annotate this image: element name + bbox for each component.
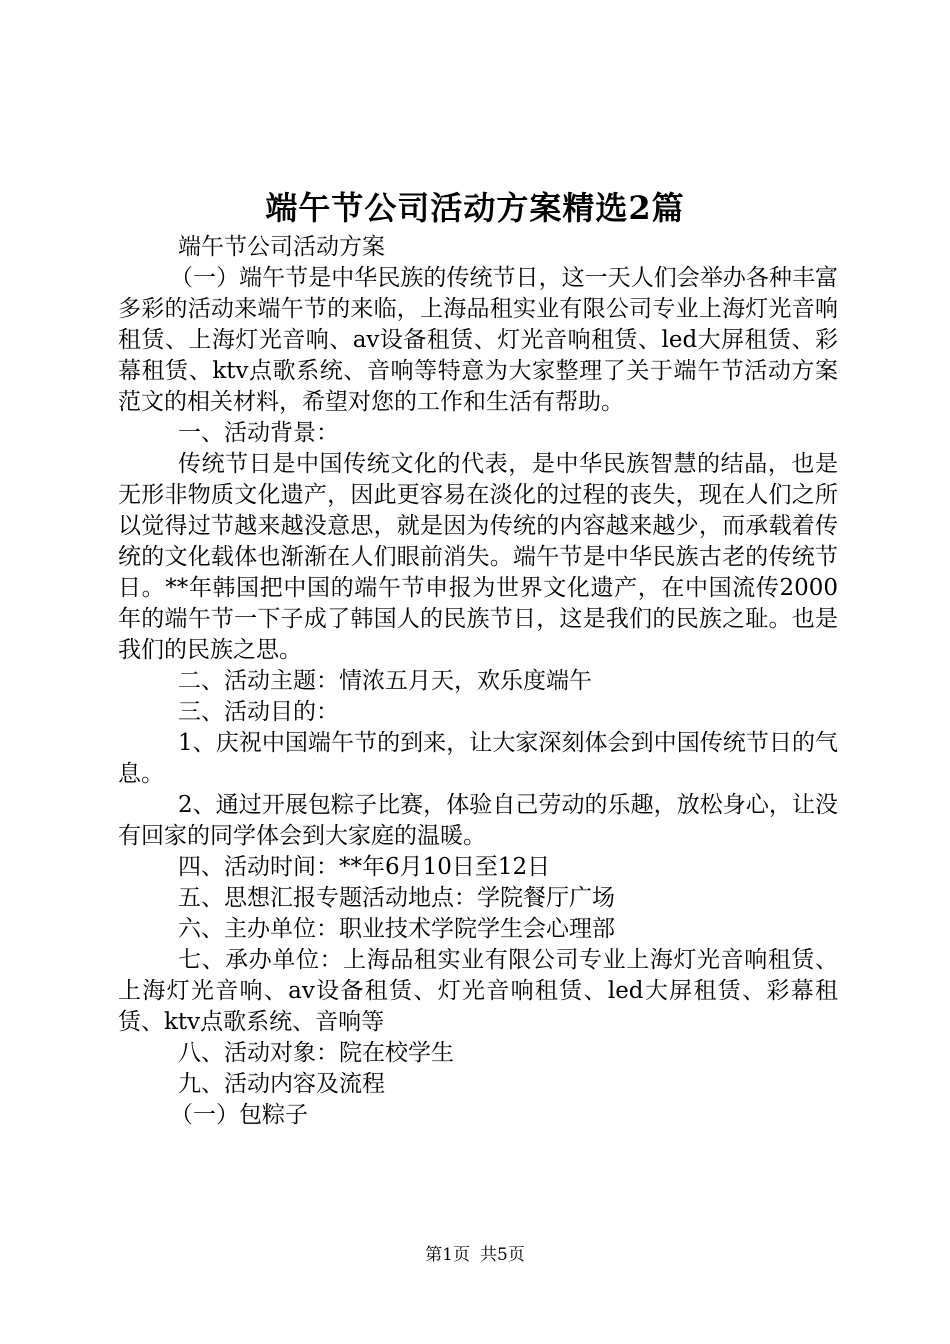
document-body — [118, 232, 838, 1131]
document-title: 端午节公司活动方案精选2篇 — [265, 189, 685, 227]
paragraph-organizer: 六、主办单位：职业技术学院学生会心理部 — [178, 916, 615, 942]
paragraph-subtitle: 端午节公司活动方案 — [178, 234, 385, 260]
paragraph-theme: 二、活动主题：情浓五月天，欢乐度端午 — [178, 668, 592, 694]
paragraph-zongzi: （一）包粽子 — [170, 1102, 308, 1128]
paragraph-purpose-1: 1、庆祝中国端午节的到来，让大家深刻体会到中国传统节日的气息。 — [118, 730, 838, 787]
paragraph-co-organizer: 七、承办单位：上海品租实业有限公司专业上海灯光音响租赁、上海灯光音响、av设备租赁、灯光音响租赁、led大屏租赁、彩幕租赁、ktv点歌系统、音响等 — [118, 947, 838, 1035]
paragraph-intro: （一）端午节是中华民族的传统节日，这一天人们会举办各种丰富多彩的活动来端午节的来临，上海品租实业有限公司专业上海灯光音响租赁、上海灯光音响、av设备租赁、灯光音响租赁、led大屏租赁、彩幕租赁、ktv点歌系统、音响等特意为大家整理了关于端午节活动方案范文的相关材料，希望对您的工作和生活有帮助。 — [118, 265, 838, 415]
paragraph-time: 四、活动时间：**年6月10日至12日 — [178, 854, 551, 880]
paragraph-heading-purpose: 三、活动目的： — [178, 699, 339, 725]
page-footer — [0, 1244, 950, 1266]
paragraph-audience: 八、活动对象：院在校学生 — [178, 1040, 454, 1066]
page-total: 共5页 — [480, 1245, 525, 1265]
page-number: 第1页 — [425, 1245, 470, 1265]
paragraph-background: 传统节日是中国传统文化的代表，是中华民族智慧的结晶，也是无形非物质文化遗产，因此更容易在淡化的过程的丧失，现在人们之所以觉得过节越来越没意思，就是因为传统的内容越来越少，而承载着传统的文化载体也渐渐在人们眼前消失。端午节是中华民族古老的传统节日。**年韩国把中国的端午节申报为世界文化遗产，在中国流传2000年的端午节一下子成了韩国人的民族节日，这是我们的民族之耻。也是我们的民族之思。 — [118, 451, 838, 663]
paragraph-purpose-2: 2、通过开展包粽子比赛，体验自己劳动的乐趣，放松身心，让没有回家的同学体会到大家庭的温暖。 — [118, 792, 838, 849]
paragraph-heading-background: 一、活动背景： — [178, 420, 339, 446]
paragraph-heading-content: 九、活动内容及流程 — [178, 1071, 385, 1097]
paragraph-location: 五、思想汇报专题活动地点：学院餐厅广场 — [178, 885, 615, 911]
